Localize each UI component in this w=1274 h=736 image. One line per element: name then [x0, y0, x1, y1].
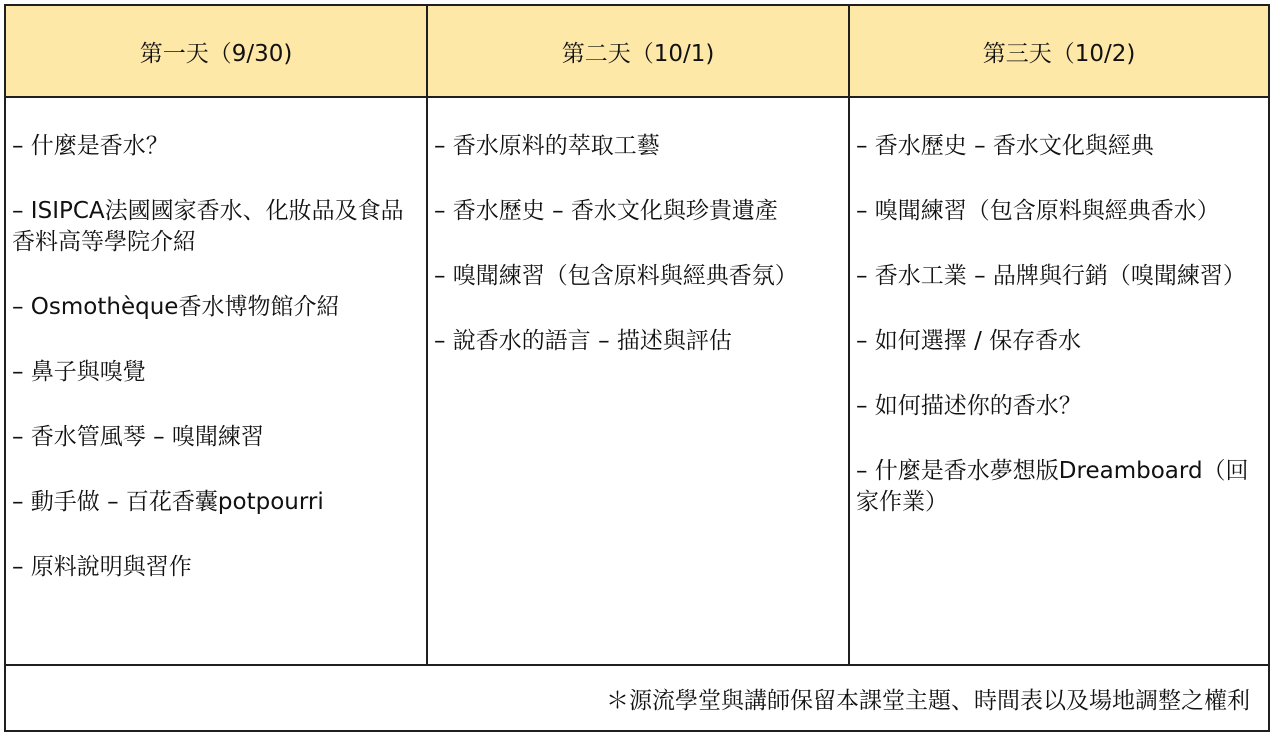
topic-item: – 如何描述你的香水？ — [856, 393, 1082, 419]
topic-item: – 什麼是香水？ — [12, 133, 169, 159]
topic-item: – 嗅聞練習（包含原料與經典香水） — [856, 198, 1220, 224]
day-3-header: 第三天（10/2) — [982, 40, 1136, 67]
topic-item: – 香水歷史 – 香水文化與珍貴遺產 — [434, 198, 778, 224]
topic-item: – 什麼是香水夢想版Dreamboard（回家作業） — [856, 458, 1249, 515]
topic-item: – 原料說明與習作 — [12, 554, 192, 580]
topic-item: – 香水歷史 – 香水文化與經典 — [856, 133, 1154, 159]
topic-item: – 如何選擇 / 保存香水 — [856, 328, 1082, 354]
topic-item: – 鼻子與嗅覺 — [12, 359, 146, 385]
day-1-header: 第一天（9/30) — [139, 40, 293, 67]
table-footer-row — [6, 664, 1268, 730]
topic-item: – ISIPCA法國國家香水、化妝品及食品香料高等學院介紹 — [12, 198, 404, 255]
topic-item: – 動手做 – 百花香囊potpourri — [12, 489, 324, 515]
topic-item: – Osmothèque香水博物館介紹 — [12, 294, 340, 320]
day-3-topics — [850, 98, 1268, 664]
topic-item: – 香水工業 – 品牌與行銷（嗅聞練習） — [856, 263, 1246, 289]
topic-item: – 嗅聞練習（包含原料與經典香氛） — [434, 263, 798, 289]
topic-item: – 香水原料的萃取工藝 — [434, 133, 660, 159]
day-2-topics — [428, 98, 848, 664]
footer-note: ＊源流學堂與講師保留本課堂主題、時間表以及場地調整之權利 — [606, 688, 1250, 714]
topic-item: – 香水管風琴 – 嗅聞練習 — [12, 424, 264, 450]
topic-item: – 說香水的語言 – 描述與評估 — [434, 328, 732, 354]
day-2-header: 第二天（10/1) — [561, 40, 715, 67]
course-schedule-table — [4, 4, 1270, 732]
day-1-topics — [6, 98, 426, 664]
table-header-row — [6, 6, 1268, 98]
